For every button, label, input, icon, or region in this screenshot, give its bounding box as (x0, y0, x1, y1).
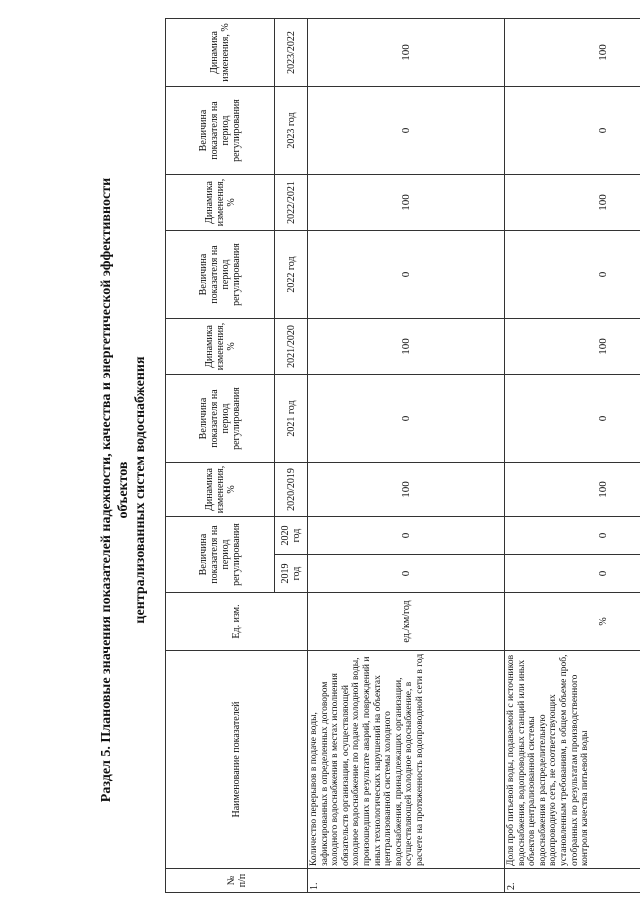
indicator-unit: ед./км/год (308, 593, 505, 651)
dynamics-2022: 100 (308, 175, 505, 231)
header-unit: Ед. изм. (166, 593, 308, 651)
value-2019: 0 (505, 555, 640, 593)
value-2021: 0 (505, 375, 640, 463)
table-row (308, 19, 505, 893)
dynamics-2023: 100 (505, 19, 640, 87)
row-num: 2. (505, 869, 640, 893)
table-row (505, 19, 640, 893)
header-dynamics-2021: Динамика изменения, % (166, 319, 275, 375)
row-num: 1. (308, 869, 505, 893)
header-dynamics-2023: Динамика изменения, % (166, 19, 275, 87)
header-name: Наименование показателей (166, 651, 308, 869)
period-2023-2022: 2023/2022 (275, 19, 308, 87)
period-2022-2021: 2022/2021 (275, 175, 308, 231)
value-2021: 0 (308, 375, 505, 463)
indicator-name: Количество перерывов в подаче воды, зафиксированных в определенных договором холодного водоснабжения в местах исполнения обязательств организации, осуществляющей холодное водоснабжение по подаче холодной воды, произошедших в результате аварий, повреждений и иных технологических нарушений на объектах централизованной системы холодного водоснабжения, принадлежащих организации, осуществляющей холодное водоснабжение, в расчете на протяженность водопроводной сети в год (308, 651, 505, 869)
indicator-unit: % (505, 593, 640, 651)
value-2023: 0 (308, 87, 505, 175)
value-2023: 0 (505, 87, 640, 175)
header-dynamics-2022: Динамика изменения, % (166, 175, 275, 231)
section-title (98, 170, 149, 810)
year-2020: 2020 год (275, 517, 308, 555)
dynamics-2023: 100 (308, 19, 505, 87)
header-dynamics-2020: Динамика изменения, % (166, 463, 275, 517)
value-2022: 0 (308, 231, 505, 319)
header-row (166, 19, 275, 893)
title-line-2: централизованных систем водоснабжения (133, 356, 148, 624)
year-2022: 2022 год (275, 231, 308, 319)
year-2019: 2019 год (275, 555, 308, 593)
year-2021: 2021 год (275, 375, 308, 463)
indicator-name: Доля проб питьевой воды, подаваемой с источников водоснабжения, водопроводных станций или иных объектов централизованной системы водоснабжения в распределительную водопроводную сеть, не соответствующих установленным требованиям, в общем объеме проб, отобранных по результатам производственного контроля качества питьевой воды (505, 651, 640, 869)
header-value-2021: Величина показателя на период регулирования (166, 375, 275, 463)
dynamics-2020: 100 (505, 463, 640, 517)
title-line-1: Раздел 5. Плановые значения показателей надежности, качества и энергетической эффективности объектов (99, 177, 131, 803)
dynamics-2021: 100 (505, 319, 640, 375)
value-2022: 0 (505, 231, 640, 319)
value-2019: 0 (308, 555, 505, 593)
value-2020: 0 (505, 517, 640, 555)
period-2020-2019: 2020/2019 (275, 463, 308, 517)
dynamics-2021: 100 (308, 319, 505, 375)
value-2020: 0 (308, 517, 505, 555)
header-value-2023: Величина показателя на период регулирования (166, 87, 275, 175)
dynamics-2022: 100 (505, 175, 640, 231)
header-value-2019-2020: Величина показателя на период регулирования (166, 517, 275, 593)
period-2021-2020: 2021/2020 (275, 319, 308, 375)
header-num: № п/п (166, 869, 308, 893)
dynamics-2020: 100 (308, 463, 505, 517)
year-2023: 2023 год (275, 87, 308, 175)
header-value-2022: Величина показателя на период регулирования (166, 231, 275, 319)
indicators-table (165, 18, 640, 893)
